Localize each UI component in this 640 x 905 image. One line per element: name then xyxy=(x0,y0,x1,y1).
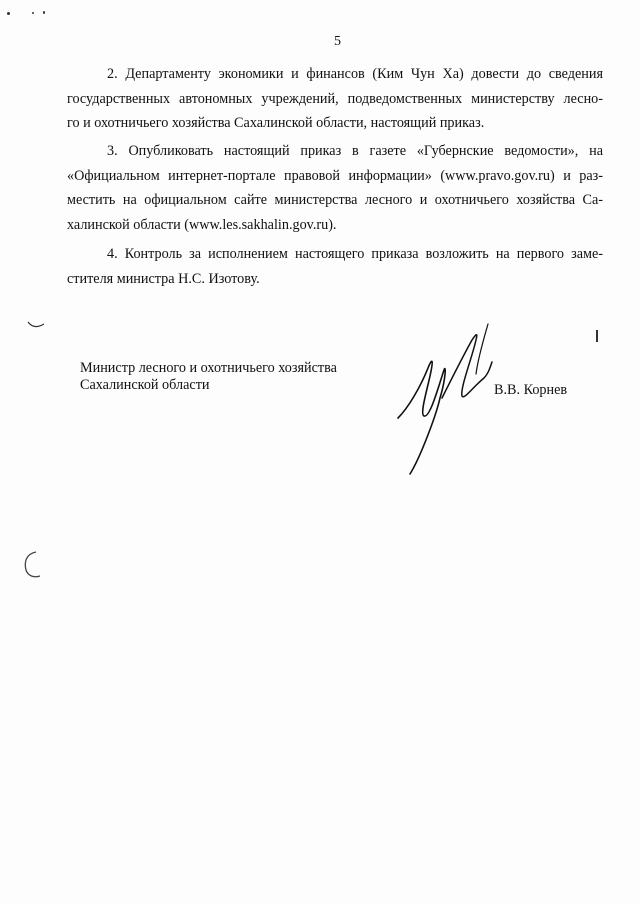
scan-dot xyxy=(7,12,10,15)
paragraph-2 xyxy=(67,62,603,136)
paragraph-line: 4. Контроль за исполнением настоящего приказа возложить на первого заме- xyxy=(107,246,603,262)
signatory-position xyxy=(80,360,337,394)
signer-name: В.В. Корнев xyxy=(494,382,568,398)
margin-mark xyxy=(26,318,46,332)
paragraph-4 xyxy=(67,242,603,291)
paragraph-line: 3. Опубликовать настоящий приказ в газете «Губернские ведомости», на xyxy=(107,143,603,159)
paragraph-line: халинской области (www.les.sakhalin.gov.ru). xyxy=(67,216,337,233)
margin-mark xyxy=(596,330,598,342)
paragraph-line: го и охотничьего хозяйства Сахалинской области, настоящий приказ. xyxy=(67,115,485,131)
position-line: Министр лесного и охотничьего хозяйства xyxy=(80,360,337,376)
paragraph-3 xyxy=(67,139,603,237)
scan-dot xyxy=(32,12,34,14)
paragraph-line: «Официальном интернет-портале правовой информации» (www.pravo.gov.ru) и раз- xyxy=(67,167,603,184)
page-number: 5 xyxy=(334,34,341,49)
punch-hole-mark xyxy=(20,548,42,582)
handwritten-signature xyxy=(380,318,510,478)
position-line: Сахалинской области xyxy=(80,377,210,393)
scan-dot xyxy=(43,11,45,14)
paragraph-line: 2. Департаменту экономики и финансов (Ким Чун Ха) довести до сведения xyxy=(107,66,603,82)
paragraph-line: стителя министра Н.С. Изотову. xyxy=(67,270,260,287)
paragraph-line: государственных автономных учреждений, подведомственных министерству лесно- xyxy=(67,90,603,107)
paragraph-line: местить на официальном сайте министерства лесного и охотничьего хозяйства Са- xyxy=(67,192,603,208)
